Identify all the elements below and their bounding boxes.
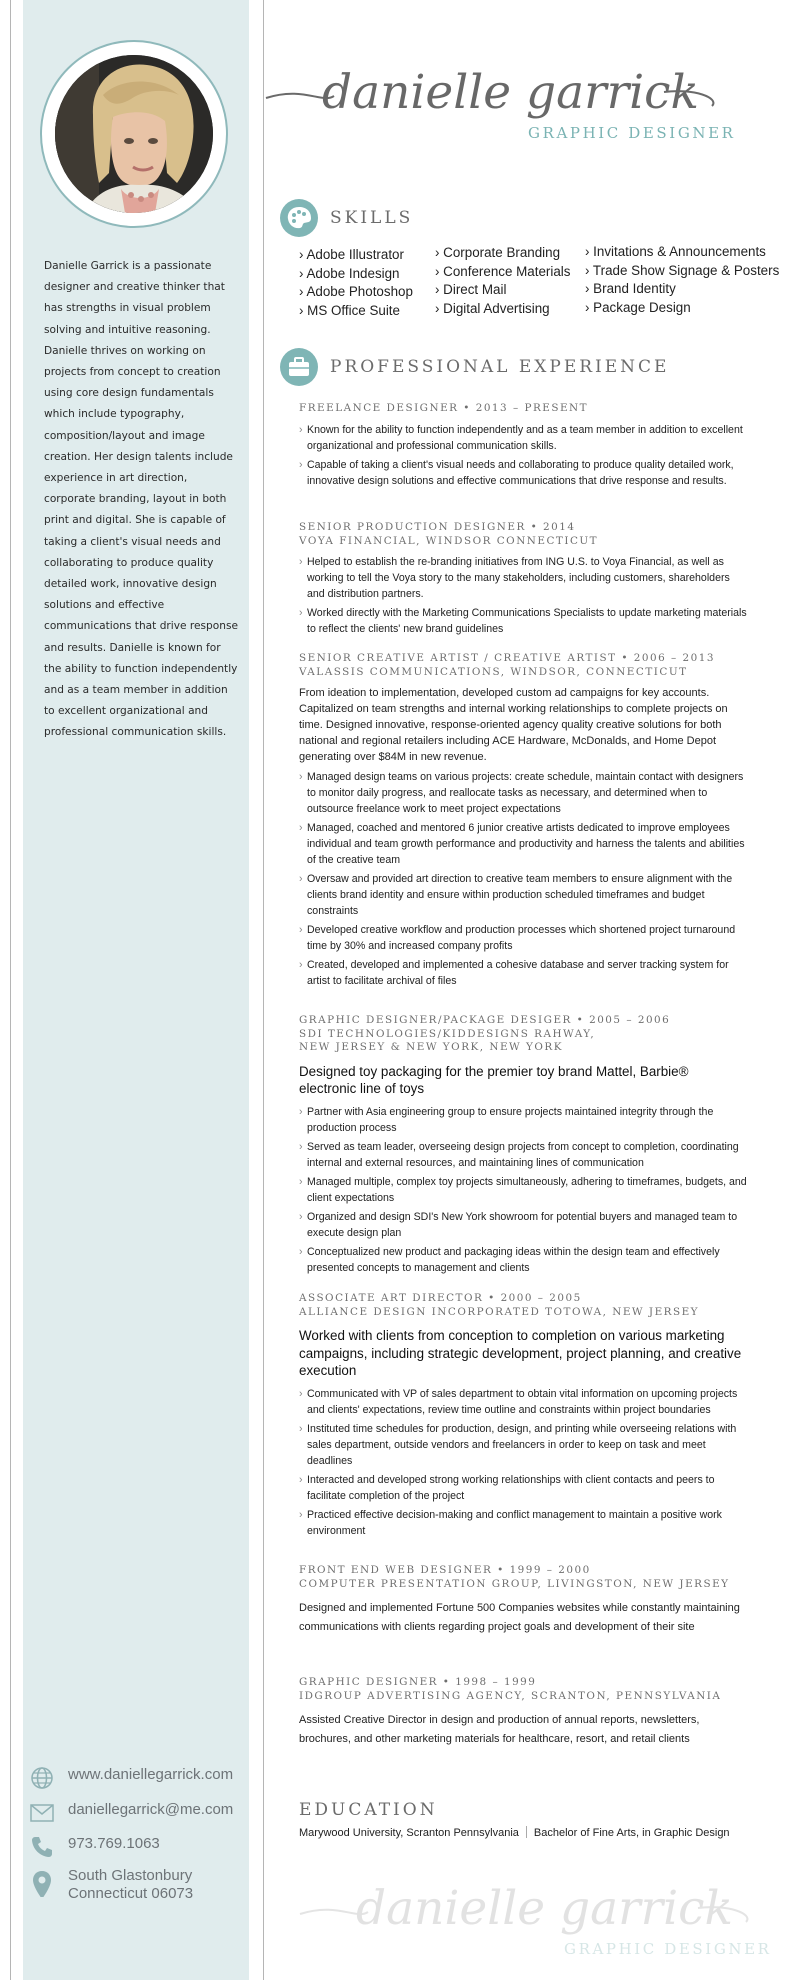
job-bullet: › Managed multiple, complex toy projects simultaneously, adhering to timeframes, budgets, and client expectations [299, 1174, 749, 1206]
job-entry-freelance [299, 402, 749, 492]
job-bullet: › Worked directly with the Marketing Communications Specialists to update marketing materials to reflect the clients' new brand guidelines [299, 605, 749, 637]
job-heading: ASSOCIATE ART DIRECTOR • 2000 – 2005 [299, 1292, 582, 1304]
job-entry-voya [299, 521, 749, 640]
skill-item: › Package Design [585, 299, 691, 315]
globe-icon [30, 1766, 54, 1790]
job-summary: Designed and implemented Fortune 500 Companies websites while constantly maintaining communications with clients regarding project goals and development of their site [299, 1602, 740, 1633]
skills-column-2 [435, 244, 570, 318]
job-bullet: › Created, developed and implemented a cohesive database and server tracking system for artist to facilitate archival of files [299, 957, 749, 989]
job-bullet: › Developed creative workflow and production processes which shortened project turnaround time by 30% and increased company profits [299, 922, 749, 954]
job-bullet: › Capable of taking a client's visual needs and collaborating to produce quality detailed work, innovative design solutions and effective communications that drive response and results. [299, 457, 749, 489]
experience-heading: PROFESSIONAL EXPERIENCE [330, 357, 670, 377]
job-summary: Worked with clients from conception to completion on various marketing campaigns, including strategic development, project planning, and creative execution [299, 1328, 742, 1378]
footer-job-title: GRAPHIC DESIGNER [564, 1940, 772, 1958]
job-bullet: › Communicated with VP of sales department to obtain vital information on upcoming projects and clients' expectations, review time outline and constraints within project boundaries [299, 1386, 749, 1418]
job-company: COMPUTER PRESENTATION GROUP, LIVINGSTON, NEW JERSEY [299, 1577, 730, 1590]
job-bullet: › Conceptualized new product and packaging ideas within the design team and effectively presented concepts to management and clients [299, 1244, 749, 1276]
job-heading: SENIOR CREATIVE ARTIST / CREATIVE ARTIST • 2006 – 2013 [299, 652, 715, 664]
contact-phone[interactable] [30, 1835, 160, 1859]
contact-email[interactable] [30, 1801, 233, 1825]
job-bullet: › Managed, coached and mentored 6 junior creative artists dedicated to improve employees individual and team growth performance and productivity and harness the talents and abilities of the creative team [299, 820, 749, 868]
job-company: ALLIANCE DESIGN INCORPORATED TOTOWA, NEW JERSEY [299, 1305, 700, 1318]
skill-item: › Adobe Illustrator [299, 247, 404, 262]
skill-item: › Trade Show Signage & Posters [585, 262, 780, 278]
job-heading: GRAPHIC DESIGNER • 1998 – 1999 [299, 1676, 537, 1688]
job-heading: FREELANCE DESIGNER • 2013 – PRESENT [299, 402, 589, 414]
job-bullet: › Served as team leader, overseeing design projects from concept to completion, coordinating internal and external resources, and maintaining lines of communication [299, 1139, 749, 1171]
job-heading: GRAPHIC DESIGNER/PACKAGE DESIGER • 2005 – 2006 [299, 1014, 671, 1026]
contact-address [30, 1867, 193, 1903]
job-entry-sdi [299, 1014, 749, 1279]
skills-heading: SKILLS [330, 208, 414, 228]
skill-item: › Adobe Photoshop [299, 284, 413, 299]
job-bullet: › Managed design teams on various projects: create schedule, maintain contact with designers to monitor daily progress, and reallocate tasks as necessary, and determined when to outsource freelance work to meet project expectations [299, 769, 749, 817]
job-bullet: › Helped to establish the re-branding initiatives from ING U.S. to Voya Financial, as well as working to tell the Voya story to the many stakeholders, including customers, shareholders and distribution partners. [299, 554, 749, 602]
job-summary: From ideation to implementation, developed custom ad campaigns for key accounts. Capitalized on team strengths and internal working relationships to complete projects on time. Designed innovative, response-oriented agency quality creative solutions for both national and regional retailers including ACE Hardware, McDonalds, and Home Depot generating over $84M in new revenue. [299, 687, 728, 763]
education-entry [299, 1826, 730, 1839]
skill-item: › Brand Identity [585, 281, 676, 296]
education-separator [526, 1826, 527, 1838]
profile-photo [55, 55, 213, 213]
job-heading: SENIOR PRODUCTION DESIGNER • 2014 [299, 521, 576, 533]
skill-item: › Conference Materials [435, 263, 571, 279]
phone-icon [30, 1835, 54, 1859]
job-title: GRAPHIC DESIGNER [528, 124, 736, 142]
job-entry-alliance [299, 1292, 749, 1542]
contact-address-line1: South Glastonbury [68, 1867, 193, 1884]
job-company: VALASSIS COMMUNICATIONS, WINDSOR, CONNECTICUT [299, 665, 688, 678]
education-heading: EDUCATION [299, 1800, 438, 1820]
skills-section-icon [280, 199, 318, 237]
name-script-text: danielle garrick [322, 65, 699, 120]
contact-website[interactable] [30, 1766, 233, 1790]
job-company: IDGROUP ADVERTISING AGENCY, SCRANTON, PENNSYLVANIA [299, 1689, 722, 1702]
contact-email-text: daniellegarrick@me.com [68, 1801, 234, 1818]
job-entry-valassis [299, 652, 749, 992]
job-bullet: › Practiced effective decision-making and conflict management to maintain a positive work environment [299, 1507, 749, 1539]
job-location: NEW JERSEY & NEW YORK, NEW YORK [299, 1041, 564, 1053]
location-pin-icon [30, 1867, 54, 1897]
job-entry-idgroup [299, 1676, 749, 1749]
skill-item: › Direct Mail [435, 282, 507, 297]
skill-item: › Corporate Branding [435, 245, 561, 260]
job-bullet: › Interacted and developed strong working relationships with client contacts and peers to facilitate completion of the project [299, 1472, 749, 1504]
envelope-icon [30, 1801, 54, 1825]
skills-column-3 [585, 243, 779, 317]
job-bullet: › Known for the ability to function independently and as a team member in addition to excellent organizational and professional communication skills. [299, 422, 749, 454]
job-bullet: › Instituted time schedules for production, design, and printing while overseeing relations with sales department, outside vendors and freelancers in order to keep on task and meet deadlines [299, 1421, 749, 1469]
job-bullet: › Oversaw and provided art direction to creative team members to ensure alignment with the clients brand identity and ensure within production scheduled timeframes and budget constraints [299, 871, 749, 919]
skill-item: › Adobe Indesign [299, 265, 400, 281]
contact-phone-text: 973.769.1063 [68, 1835, 160, 1852]
job-company: SDI TECHNOLOGIES/KIDDESIGNS RAHWAY, [299, 1027, 596, 1040]
skill-item: › Digital Advertising [435, 300, 550, 316]
job-summary: Designed toy packaging for the premier toy brand Mattel, Barbie® electronic line of toys [299, 1063, 689, 1096]
education-school: Marywood University, Scranton Pennsylvania [299, 1827, 519, 1839]
job-company: VOYA FINANCIAL, WINDSOR CONNECTICUT [299, 534, 599, 547]
education-degree: Bachelor of Fine Arts, in Graphic Design [533, 1827, 730, 1839]
job-heading: FRONT END WEB DESIGNER • 1999 – 2000 [299, 1564, 591, 1576]
page-border-left [10, 0, 11, 1980]
profile-photo-frame [40, 40, 228, 228]
page-divider [263, 0, 264, 1980]
job-bullet: › Organized and design SDI's New York showroom for potential buyers and managed team to execute design plan [299, 1209, 749, 1241]
job-summary: Assisted Creative Director in design and production of annual reports, newsletters, brochures, and other marketing materials for healthcare, resort, and retail clients [299, 1714, 700, 1745]
skill-item: › MS Office Suite [299, 302, 400, 318]
profile-bio: Danielle Garrick is a passionate designer and creative thinker that has strengths in visual problem solving and intuitive reasoning. Danielle thrives on working on projects from concept to creation using core design fundamentals which include typography, composition/layout and image creation. Her design talents include experience in art direction, corporate branding, layout in both print and digital. She is capable of taking a client's visual needs and collaborating to produce quality detailed work, innovative design solutions and effective communications that drive response and results. Danielle is known for the ability to function independently and as a team member in addition to excellent organizational and professional communication skills. [44, 260, 238, 739]
contact-address-line2: Connecticut 06073 [68, 1885, 194, 1902]
contact-website-text: www.daniellegarrick.com [68, 1766, 234, 1783]
skills-column-1 [299, 246, 413, 320]
briefcase-icon [280, 348, 318, 386]
job-entry-cpg [299, 1564, 749, 1637]
footer-name-text: danielle garrick [356, 1881, 733, 1936]
skill-item: › Invitations & Announcements [585, 244, 766, 259]
palette-icon [280, 199, 318, 237]
job-bullet: › Partner with Asia engineering group to ensure projects maintained integrity through the production process [299, 1104, 749, 1136]
experience-section-icon [280, 348, 318, 386]
